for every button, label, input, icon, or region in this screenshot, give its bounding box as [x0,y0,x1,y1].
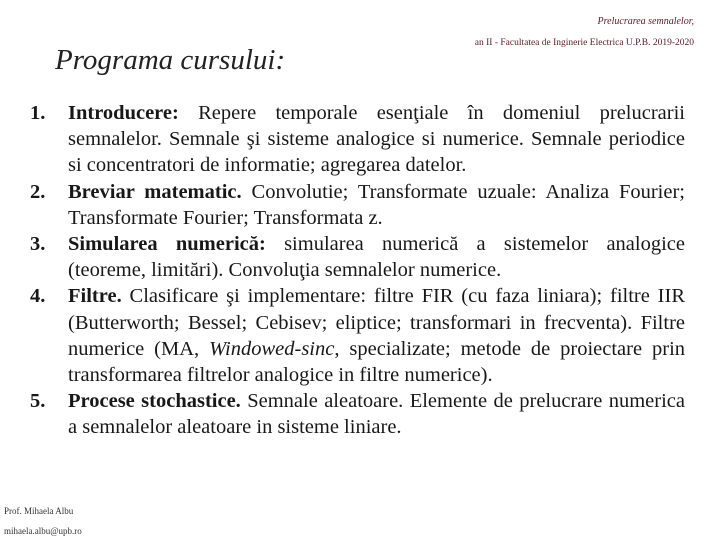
page-title: Programa cursului: [55,44,286,76]
syllabus-item [30,283,685,388]
syllabus-item [30,388,685,440]
item-text-continued: , specializate; metode de proiectare prin transformarea filtrelor analogice in filtre numerice). [68,337,686,387]
item-label: Introducere: [68,102,179,124]
item-body [68,283,685,388]
item-body [68,100,685,179]
item-body [68,388,685,440]
item-number: 2. [30,180,46,203]
item-number: 1. [30,102,46,124]
item-label: Breviar matematic. [68,180,242,203]
footer-author: Prof. Mihaela Albu [4,506,74,516]
course-info: an II - Facultatea de Inginerie Electrica U.P.B. 2019-2020 [474,38,694,48]
footer-email: mihaela.albu@upb.ro [4,526,82,536]
item-number: 3. [30,233,46,256]
item-text: Clasificare şi implementare: filtre FIR (cu faza liniara); filtre IIR (Butterworth; Bessel; Cebisev; eliptice; transformari in frecventa). Filtre numerice (MA, [68,285,685,360]
item-label: Procese stochastice. [68,390,241,413]
syllabus-item [30,100,685,179]
item-label: Simularea numerică: [68,233,266,256]
item-number: 5. [30,390,46,413]
course-name: Prelucrarea semnalelor, [597,16,694,27]
item-label: Filtre. [68,285,122,308]
item-number: 4. [30,285,46,308]
item-text: Convolutie; Transformate uzuale: Analiza Fourier; Transformate Fourier; Transformata z. [68,180,686,229]
item-body [68,179,685,231]
item-italic-term: Windowed-sinc [209,337,335,360]
item-text: Semnale aleatoare. Elemente de prelucrare numerica a semnalelor aleatoare in sisteme liniare. [68,390,685,439]
item-text: simularea numerică a sistemelor analogice (teoreme, limitări). Convoluţia semnalelor numerice. [68,233,685,282]
item-body [68,231,685,283]
syllabus-item [30,231,685,283]
item-text: Repere temporale esenţiale în domeniul prelucrarii semnalelor. Semnale şi sisteme analogice si numerice. Semnale periodice si concentratori de informatie; agregarea datelor. [68,102,685,177]
syllabus-list [30,100,685,441]
syllabus-item [30,179,685,231]
